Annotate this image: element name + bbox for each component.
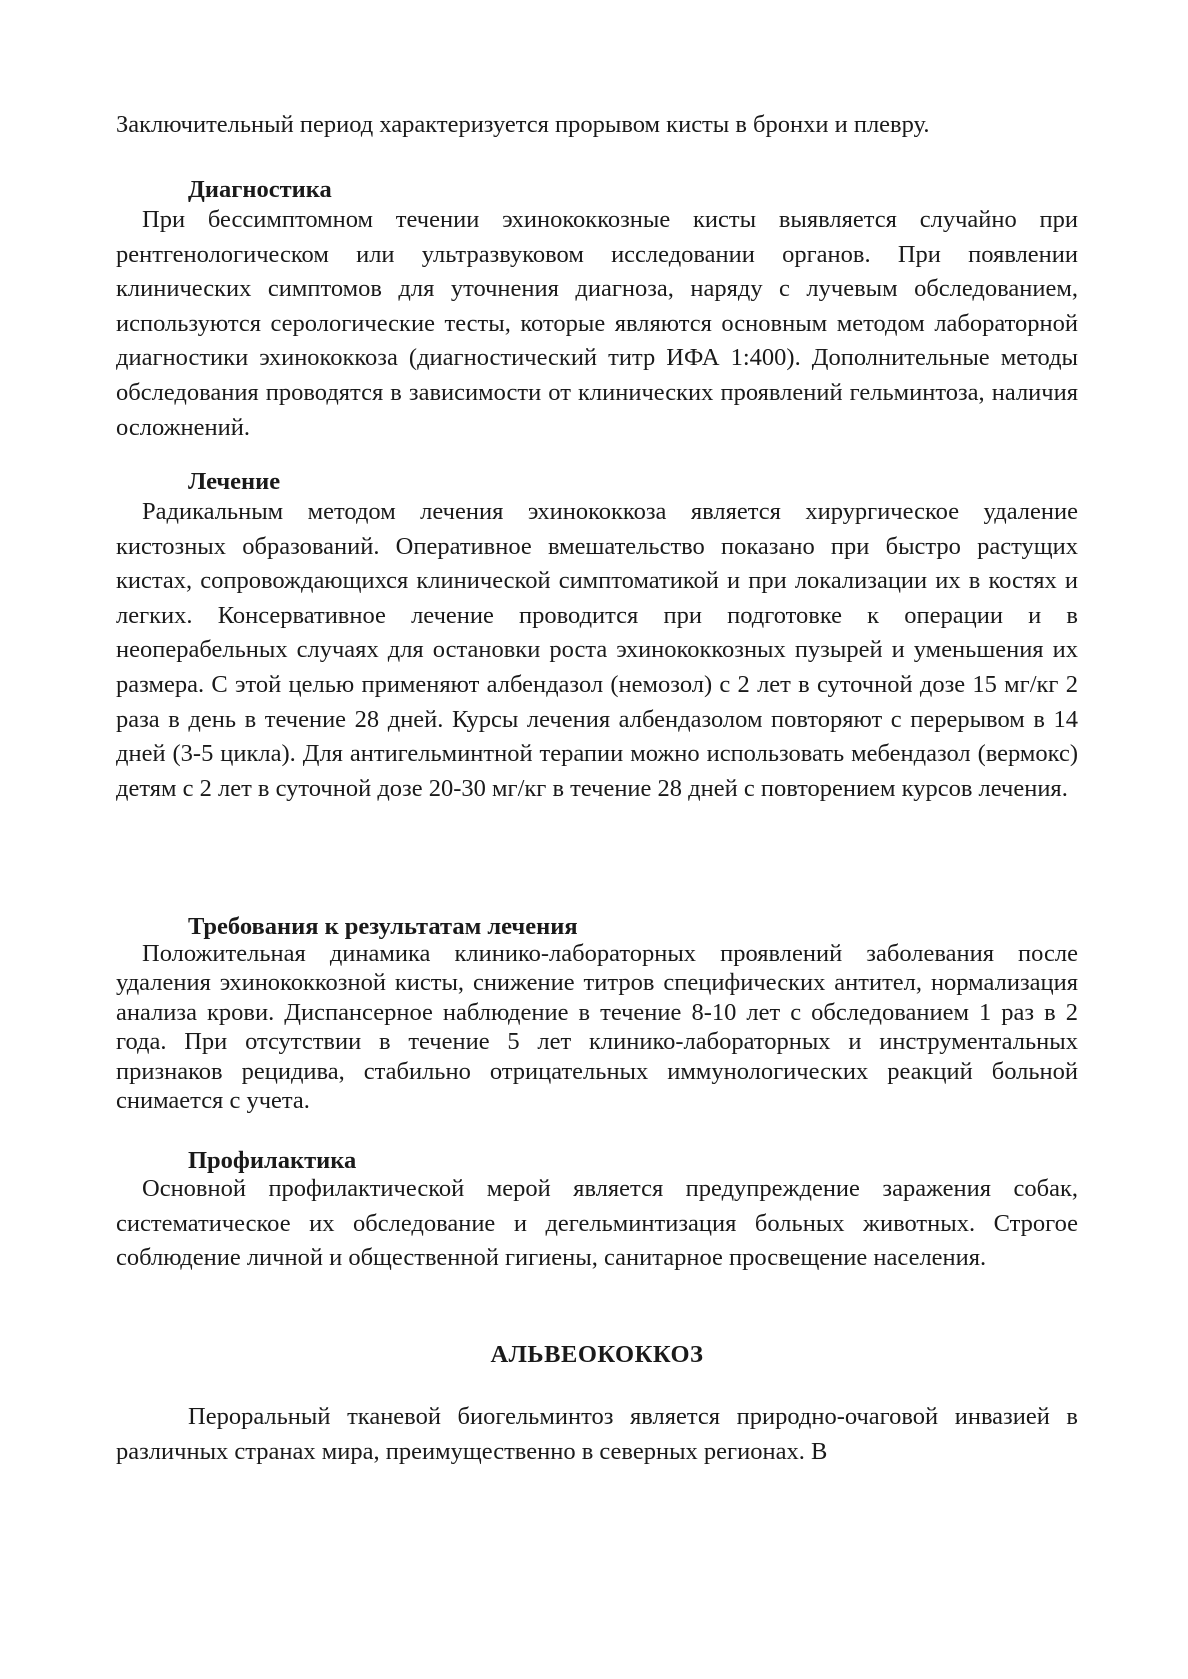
requirements-heading: Требования к результатам лечения bbox=[188, 913, 578, 940]
diagnostics-paragraph: При бессимптомном течении эхинококкозные кисты выявляется случайно при рентгенологическом или ультразвуковом исследовании органов. При появлении клинических симптомов для уточнения диагноза, наряду с лучевым обследованием, используются серологические тесты, которые являются основным методом лабораторной диагностики эхинококкоза (диагностический титр ИФА 1:400). Дополнительные методы обследования проводятся в зависимости от клинических проявлений гельминтоза, наличия осложнений. bbox=[116, 206, 1078, 441]
alveococcosis-paragraph: Пероральный тканевой биогельминтоз является природно-очаговой инвазией в различных странах мира, преимущественно в северных регионах. В bbox=[116, 1403, 1078, 1465]
requirements-paragraph: Положительная динамика клинико-лабораторных проявлений заболевания после удаления эхинококкозной кисты, снижение титров специфических антител, нормализация анализа крови. Диспансерное наблюдение в течение 8-10 лет с обследованием 1 раз в 2 года. При отсутствии в течение 5 лет клинико-лабораторных и инструментальных признаков рецидива, стабильно отрицательных иммунологических реакций больной снимается с учета. bbox=[116, 940, 1078, 1115]
requirements-section bbox=[116, 939, 1078, 1115]
prevention-heading: Профилактика bbox=[188, 1147, 357, 1174]
alveococcosis-title: АЛЬВЕОКОККОЗ bbox=[490, 1341, 704, 1368]
prevention-paragraph: Основной профилактической мерой является предупреждение заражения собак, систематическое их обследование и дегельминтизация больных животных. Строгое соблюдение личной и общественной гигиены, санитарное просвещение населения. bbox=[116, 1175, 1078, 1272]
treatment-heading: Лечение bbox=[188, 468, 281, 495]
alveococcosis-section bbox=[116, 1400, 1078, 1469]
intro-section bbox=[116, 108, 1078, 143]
intro-paragraph: Заключительный период характеризуется прорывом кисты в бронхи и плевру. bbox=[116, 111, 930, 138]
treatment-paragraph: Радикальным методом лечения эхинококкоза является хирургическое удаление кистозных образований. Оперативное вмешательство показано при быстро растущих кистах, сопровождающихся клинической симптоматикой и при локализации их в костях и легких. Консервативное лечение проводится при подготовке к операции и в неоперабельных случаях для остановки роста эхинококкозных пузырей и уменьшения их размера. С этой целью применяют албендазол (немозол) с 2 лет в суточной дозе 15 мг/кг 2 раза в день в течение 28 дней. Курсы лечения албендазолом повторяют с перерывом в 14 дней (3-5 цикла). Для антигельминтной терапии можно использовать мебендазол (вермокс) детям с 2 лет в суточной дозе 20-30 мг/кг в течение 28 дней с повторением курсов лечения. bbox=[116, 498, 1078, 802]
treatment-section bbox=[116, 495, 1078, 806]
diagnostics-section bbox=[116, 203, 1078, 445]
prevention-section bbox=[116, 1172, 1078, 1276]
diagnostics-heading: Диагностика bbox=[188, 176, 332, 203]
